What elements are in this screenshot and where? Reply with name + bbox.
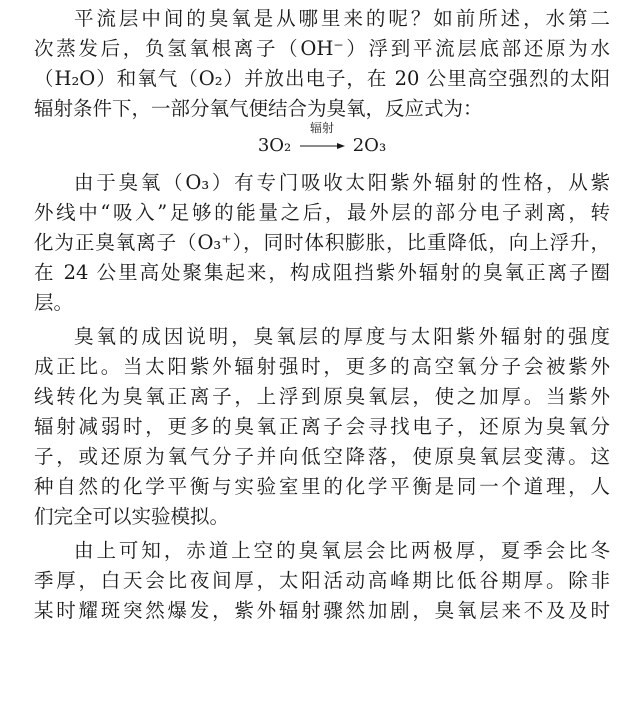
text-line: 种自然的化学平衡与实验室里的化学平衡是同一个道理，人 <box>34 475 610 498</box>
text-line: 线转化为臭氧正离子，上浮到原臭氧层，使之加厚。当紫外 <box>34 385 610 408</box>
paragraph-ozone-variation <box>34 536 610 626</box>
text-line: 子，或还原为氧气分子并向低空降落，使原臭氧层变薄。这 <box>34 445 610 468</box>
text-line: 化为正臭氧离子（O₃⁺），同时体积膨胀，比重降低，向上浮升， <box>34 231 610 254</box>
text-line: 次蒸发后，负氢氧根离子（OH⁻）浮到平流层底部还原为水 <box>34 37 610 60</box>
text-line: 们完全可以实验模拟。 <box>34 505 230 528</box>
text-line: 由于臭氧（O₃）有专门吸收太阳紫外辐射的性格，从紫 <box>74 171 610 194</box>
text-line: 季厚，白天会比夜间厚，太阳活动高峰期比低谷期厚。除非 <box>34 569 610 592</box>
paragraph-ozone-absorption <box>34 168 610 318</box>
text-line: 层。 <box>34 291 74 314</box>
text-line: 成正比。当太阳紫外辐射强时，更多的高空氧分子会被紫外 <box>34 355 610 378</box>
reaction-equation <box>34 121 610 168</box>
text-line: （H₂O）和氧气（O₂）并放出电子，在 20 公里高空强烈的太阳 <box>34 67 610 90</box>
document-page <box>34 4 610 626</box>
text-line: 辐射减弱时，更多的臭氧正离子会寻找电子，还原为臭氧分 <box>34 415 610 438</box>
text-line: 臭氧的成因说明，臭氧层的厚度与太阳紫外辐射的强度 <box>74 325 610 348</box>
right-arrow-icon <box>299 142 345 150</box>
arrow-condition-label: 辐射 <box>309 121 334 135</box>
text-line: 平流层中间的臭氧是从哪里来的呢？如前所述，水第二 <box>74 7 610 30</box>
text-line: 外线中“吸入”足够的能量之后，最外层的部分电子剥离，转 <box>34 201 610 224</box>
paragraph-ozone-origin <box>34 4 610 124</box>
paragraph-ozone-thickness <box>34 322 610 532</box>
reaction-arrow <box>299 121 345 156</box>
text-line: 由上可知，赤道上空的臭氧层会比两极厚，夏季会比冬 <box>74 539 610 562</box>
text-line: 某时耀斑突然爆发，紫外辐射骤然加剧，臭氧层来不及及时 <box>34 599 610 622</box>
text-line: 辐射条件下，一部分氧气便结合为臭氧，反应式为： <box>34 97 483 120</box>
text-line: 在 24 公里高处聚集起来，构成阻挡紫外辐射的臭氧正离子圈 <box>34 261 610 284</box>
equation-reactant: 3O₂ <box>257 135 292 156</box>
equation-product: 2O₃ <box>352 135 387 156</box>
